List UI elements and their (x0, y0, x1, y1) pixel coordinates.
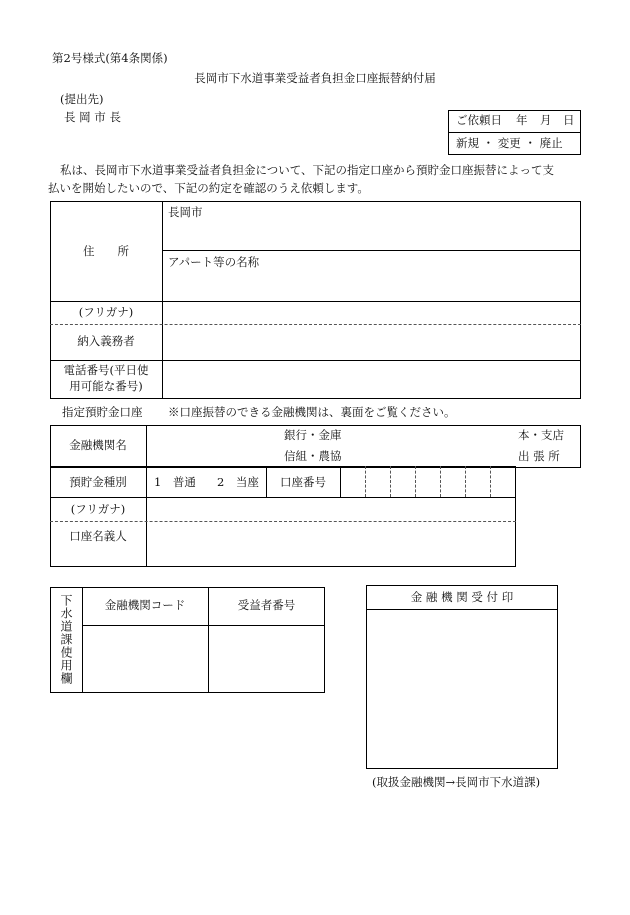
deposit-option-ordinary[interactable]: 1 普通 (154, 475, 196, 489)
stamp-title: 金 融 機 関 受 付 印 (410, 590, 514, 604)
branch-name-input[interactable] (350, 426, 510, 467)
address-label: 住 所 (83, 244, 129, 258)
request-date-label: ご依頼日 (456, 113, 502, 127)
bank-type-1[interactable]: 銀行・金庫 (284, 428, 342, 442)
address-city: 長岡市 (168, 205, 203, 219)
beneficiary-number-label: 受益者番号 (237, 598, 296, 612)
reception-stamp-box (366, 585, 558, 769)
branch-type-2[interactable]: 出 張 所 (518, 449, 560, 463)
deposit-type-label: 預貯金種別 (69, 475, 127, 489)
holder-furigana-input[interactable] (147, 498, 515, 521)
payer-label: 納入義務者 (77, 334, 135, 348)
submit-to-label: (提出先) (60, 92, 104, 106)
payer-furigana-input[interactable] (163, 302, 580, 324)
form-title: 長岡市下水道事業受益者負担金口座振替納付届 (194, 71, 436, 85)
account-holder-input[interactable] (147, 522, 515, 566)
bank-name-label: 金融機関名 (69, 438, 127, 452)
phone-label-2: 用可能な番号) (69, 379, 143, 393)
phone-label-1: 電話番号(平日使 (63, 363, 149, 377)
day-label: 日 (563, 113, 575, 127)
form-id: 第2号様式(第4条関係) (52, 51, 168, 65)
bank-code-field (83, 626, 207, 692)
request-options[interactable]: 新規 ・ 変更 ・ 廃止 (456, 136, 563, 150)
deposit-option-checking[interactable]: 2 当座 (217, 475, 259, 489)
account-holder-label: 口座名義人 (69, 529, 127, 543)
bank-name-input[interactable] (147, 426, 287, 467)
payer-name-input[interactable] (163, 325, 580, 360)
beneficiary-number-field (209, 626, 324, 692)
designated-account-label: 指定預貯金口座 (62, 405, 143, 419)
account-number-input[interactable] (341, 467, 515, 496)
branch-type-1[interactable]: 本・支店 (518, 428, 564, 442)
office-use-label: 下水道課使用欄 (59, 594, 73, 685)
bank-type-2[interactable]: 信組・農協 (284, 449, 342, 463)
apartment-label: アパート等の名称 (168, 255, 260, 269)
account-note: ※口座振替のできる金融機関は、裏面をご覧ください。 (168, 405, 456, 419)
account-number-label: 口座番号 (280, 475, 326, 489)
month-label: 月 (540, 113, 552, 127)
submit-to: 長 岡 市 長 (64, 110, 121, 124)
intro-text-1: 私は、長岡市下水道事業受益者負担金について、下記の指定口座から預貯金口座振替によって支 (60, 163, 555, 177)
stamp-footer: (取扱金融機関→長岡市下水道課) (372, 775, 541, 789)
holder-furigana-label: (フリガナ) (70, 502, 126, 516)
address-input[interactable] (163, 222, 580, 249)
apartment-input[interactable] (163, 272, 580, 300)
furigana-label: (フリガナ) (78, 305, 134, 319)
year-label: 年 (516, 113, 528, 127)
bank-code-label: 金融機関コード (104, 598, 186, 612)
phone-input[interactable] (163, 361, 580, 398)
intro-text-2: 払いを開始したいので、下記の約定を確認のうえ依頼します。 (48, 181, 369, 195)
